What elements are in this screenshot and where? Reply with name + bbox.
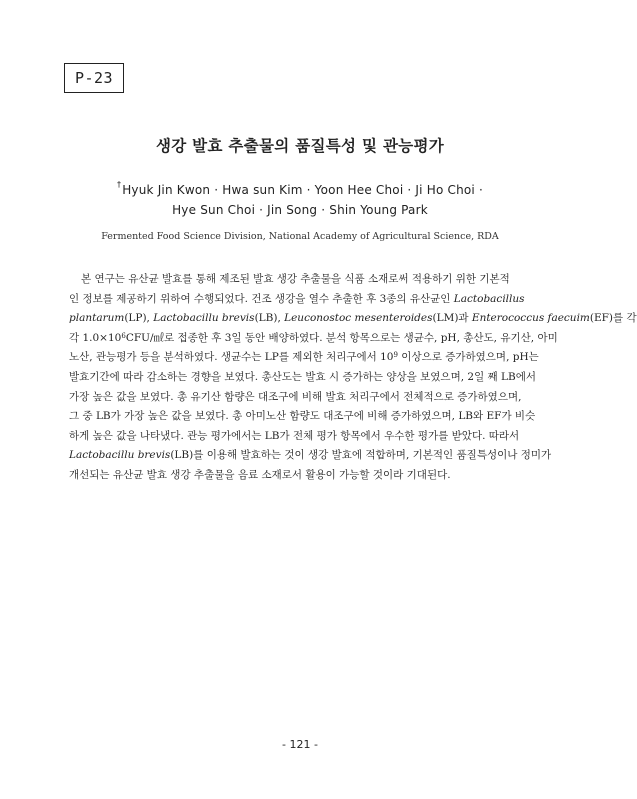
corresponding-author-mark: † [117, 180, 122, 189]
text: (LB)를 이용해 발효하는 것이 생강 발효에 적합하며, 기본적인 품질특성이나 정미가 [170, 449, 552, 462]
species-name: plantarum [69, 312, 125, 325]
abstract-body [69, 270, 637, 486]
species-name: Lactobacillu brevis [153, 312, 255, 325]
abstract-line [69, 329, 558, 349]
abstract-line: 본 연구는 유산균 발효를 통해 제조된 발효 생강 추출물을 식품 소재로써 적용하기 위한 기본적 [81, 273, 510, 285]
exponent: 6 [121, 331, 126, 340]
abstract-line [69, 348, 539, 368]
species-name: Leuconostoc mesenteroides [284, 312, 433, 325]
text: (EF)를 각 [589, 312, 637, 325]
abstract-line: 하게 높은 값을 나타냈다. 관능 평가에서는 LB가 전체 평가 항목에서 우수한 평가를 받았다. 따라서 [69, 429, 520, 442]
affiliation: Fermented Food Science Division, National Academy of Agricultural Science, RDA [101, 231, 499, 242]
author-names-1: Hyuk Jin Kwon · Hwa sun Kim · Yoon Hee Choi · Ji Ho Choi · [122, 183, 483, 197]
exponent: 9 [393, 351, 398, 360]
text: 이상으로 증가하였으며, pH는 [397, 351, 539, 364]
poster-number-badge: P-23 [64, 63, 124, 93]
abstract-line [69, 290, 531, 310]
text: 인 정보를 제공하기 위하여 수행되었다. 건조 생강을 열수 추출한 후 3종의 유산균인 [69, 292, 454, 305]
author-list-line-2: Hye Sun Choi · Jin Song · Shin Young Park [172, 203, 428, 217]
paper-title: 생강 발효 추출물의 품질특성 및 관능평가 [155, 137, 445, 155]
text: CFU/㎖로 접종한 후 3일 동안 배양하였다. 분석 항목으로는 생균수, pH, 총산도, 유기산, 아미 [125, 331, 558, 344]
text: 각 1.0×10 [69, 331, 122, 344]
text: (LM)과 [432, 312, 472, 325]
abstract-line [69, 309, 637, 329]
page-number: - 121 - [282, 738, 318, 751]
abstract-line: 발효기간에 따라 감소하는 경향을 보였다. 총산도는 발효 시 증가하는 양상을 보였으며, 2일 째 LB에서 [69, 370, 537, 383]
text: 노산, 관능평가 등을 분석하였다. 생균수는 LP를 제외한 처리구에서 10 [69, 351, 394, 364]
text: (LB), [254, 312, 285, 325]
abstract-line: 가장 높은 값을 보였다. 총 유기산 함량은 대조구에 비해 발효 처리구에서 전체적으로 증가하였으며, [69, 390, 522, 403]
species-name: Enterococcus faecuim [471, 312, 590, 325]
abstract-line: 개선되는 유산균 발효 생강 추출물을 음료 소재로서 활용이 가능할 것이라 기대된다. [69, 468, 451, 481]
author-list-line-1 [0, 180, 600, 197]
abstract-line [69, 446, 552, 466]
species-name: Lactobacillu brevis [69, 449, 171, 462]
abstract-line: 그 중 LB가 가장 높은 값을 보였다. 총 아미노산 함량도 대조구에 비해 증가하였으며, LB와 EF가 비슷 [69, 410, 536, 423]
text: (LP), [124, 312, 154, 325]
species-name: Lactobacillus [453, 292, 525, 305]
